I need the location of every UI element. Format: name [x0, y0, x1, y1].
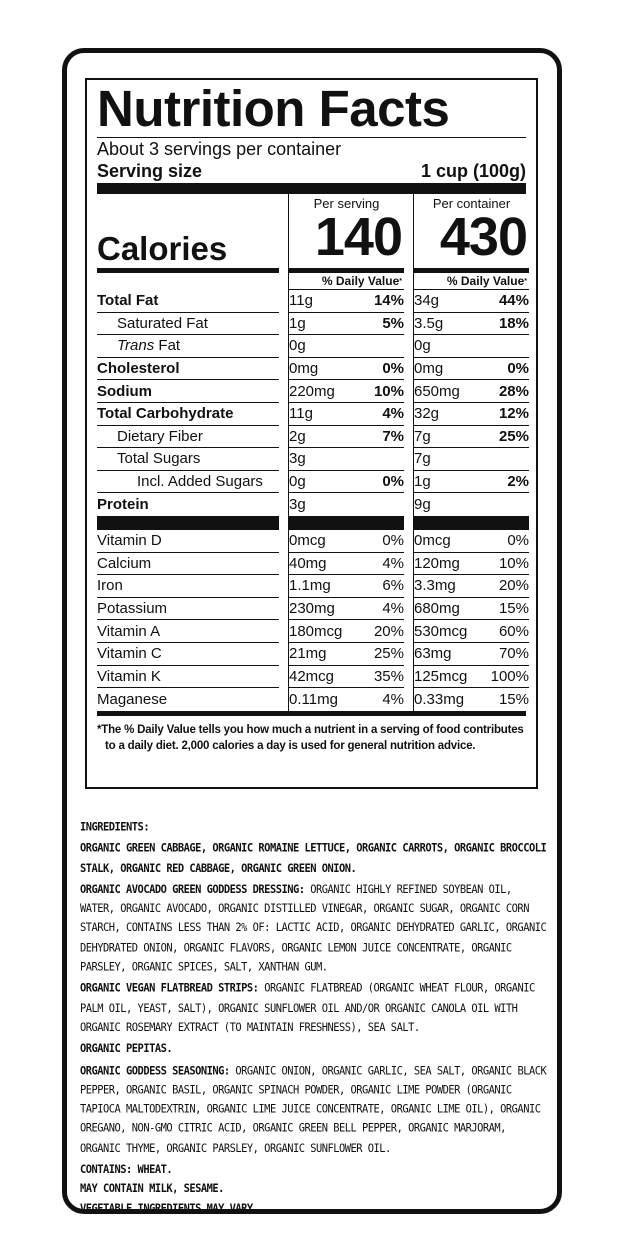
- vitamin-row: Maganese 0.11mg 4% 0.33mg 15%: [97, 688, 526, 711]
- calories-per-serving: 140: [314, 207, 402, 267]
- ingredients-salad: ORGANIC GREEN CABBAGE, ORGANIC ROMAINE LETTUCE, ORGANIC CARROTS, ORGANIC BROCCOLI STALK, ORGANIC RED CABBAGE, ORGANIC GREEN ONION.: [80, 841, 547, 875]
- nutrient-row: Protein 3g 9g: [97, 493, 526, 516]
- vitamin-row: Calcium 40mg 4% 120mg 10%: [97, 553, 526, 576]
- servings-per-container: About 3 servings per container: [97, 139, 342, 159]
- nutrient-label: Total Sugars: [97, 448, 279, 471]
- vitamin-row: Iron 1.1mg 6% 3.3mg 20%: [97, 575, 526, 598]
- calories-block: [97, 194, 526, 268]
- allergen-may-contain: MAY CONTAIN MILK, SESAME.: [80, 1182, 224, 1196]
- dv-header-container: % Daily Value: [446, 274, 525, 288]
- vitamin-row: Vitamin A 180mcg 20% 530mcg 60%: [97, 620, 526, 643]
- vitamin-row: Vitamin D 0mcg 0% 0mcg 0%: [97, 530, 526, 553]
- nutrient-row: Total Sugars 3g 7g: [97, 448, 526, 471]
- per-container-column: [414, 194, 529, 268]
- vitamin-row: Potassium 230mg 4% 680mg 15%: [97, 598, 526, 621]
- nutrient-row: Dietary Fiber 2g 7% 7g 25%: [97, 426, 526, 449]
- serving-size-value: 1 cup (100g): [420, 161, 526, 181]
- allergen-contains: CONTAINS: WHEAT.: [80, 1163, 173, 1177]
- ingredients-strips: ORGANIC VEGAN FLATBREAD STRIPS: ORGANIC FLATBREAD (ORGANIC WHEAT FLOUR, ORGANIC PALM OIL, YEAST, SALT), ORGANIC SUNFLOWER OIL AND/OR ORGANIC CANOLA OIL WITH ORGANIC ROSEMARY EXTRACT (TO MAINTAIN FRESHNESS), SEA SALT.: [80, 981, 535, 1035]
- ingredients-seasoning: ORGANIC GODDESS SEASONING: ORGANIC ONION, ORGANIC GARLIC, SEA SALT, ORGANIC BLACK PEPPER, ORGANIC BASIL, ORGANIC SPINACH POWDER, ORGANIC LIME POWDER (ORGANIC TAPIOCA MALTODEXTRIN, ORGANIC LIME JUICE CONCENTRATE, ORGANIC LIME OIL), ORGANIC OREGANO, NON-GMO CITRIC ACID, ORGANIC GREEN BELL PEPPER, ORGANIC MARJORAM, ORGANIC THYME, ORGANIC PARSLEY, ORGANIC SUNFLOWER OIL.: [80, 1063, 547, 1155]
- nutrition-facts-panel: [85, 78, 538, 789]
- per-serving-label: Per serving: [313, 196, 380, 211]
- ingredients-pepitas: ORGANIC PEPITAS.: [80, 1042, 173, 1056]
- dv-header-serving: % Daily Value: [321, 274, 400, 288]
- daily-value-footnote: *The % Daily Value tells you how much a nutrient in a serving of food contributes to a daily diet. 2,000 calories a day is used for general nutrition advice.: [97, 723, 524, 752]
- nutrient-label: Saturated Fat: [97, 313, 279, 336]
- ingredients-dressing: ORGANIC AVOCADO GREEN GODDESS DRESSING: ORGANIC HIGHLY REFINED SOYBEAN OIL, WATER, ORGANIC AVOCADO, ORGANIC DISTILLED VINEGAR, ORGANIC SUGAR, ORGANIC CORN STARCH, CONTAINS LESS THAN 2% OF: LACTIC ACID, ORGANIC DEHYDRATED GARLIC, ORGANIC DEHYDRATED ONION, ORGANIC FLAVORS, ORGANIC LEMON JUICE CONCENTRATE, ORGANIC PARSLEY, ORGANIC SPICES, SALT, XANTHAN GUM.: [80, 882, 547, 974]
- divider-thick: [97, 516, 526, 530]
- nutrient-label: Protein: [97, 496, 149, 514]
- vitamin-row: Vitamin K 42mcg 35% 125mcg 100%: [97, 666, 526, 689]
- nutrient-label: Cholesterol: [97, 358, 279, 381]
- ingredients-list: [80, 818, 548, 1219]
- nutrient-label: Incl. Added Sugars: [97, 471, 279, 494]
- calories-label: Calories: [97, 230, 228, 267]
- vegetable-note: VEGETABLE INGREDIENTS MAY VARY.: [80, 1201, 259, 1216]
- nutrient-label: Trans Fat: [97, 335, 279, 358]
- serving-size-label: Serving size: [97, 161, 203, 181]
- nutrient-label: Total Carbohydrate: [97, 403, 279, 426]
- nutrient-row: Trans Fat 0g 0g: [97, 335, 526, 358]
- nutrient-row: Total Carbohydrate 11g 4% 32g 12%: [97, 403, 526, 426]
- page-title: Nutrition Facts: [97, 80, 450, 137]
- nutrient-row: Sodium 220mg 10% 650mg 28%: [97, 380, 526, 403]
- nutrient-row: Total Fat 11g 14% 34g 44%: [97, 290, 526, 313]
- vitamin-row: Vitamin C 21mg 25% 63mg 70%: [97, 643, 526, 666]
- nutrient-label: Dietary Fiber: [97, 426, 279, 449]
- per-container-label: Per container: [432, 196, 511, 211]
- nutrient-row: Saturated Fat 1g 5% 3.5g 18%: [97, 313, 526, 336]
- ingredients-heading: INGREDIENTS:: [80, 820, 150, 834]
- nutrient-row: Cholesterol 0mg 0% 0mg 0%: [97, 358, 526, 381]
- divider-thick: [97, 183, 526, 194]
- nutrient-row: Incl. Added Sugars 0g 0% 1g 2%: [97, 471, 526, 494]
- daily-value-header: % Daily Value * % Daily Value *: [97, 268, 526, 290]
- per-serving-column: [289, 194, 404, 268]
- calories-per-container: 430: [439, 207, 527, 267]
- serving-size: [97, 160, 526, 182]
- nutrient-label: Total Fat: [97, 290, 279, 313]
- nutrient-label: Sodium: [97, 380, 279, 403]
